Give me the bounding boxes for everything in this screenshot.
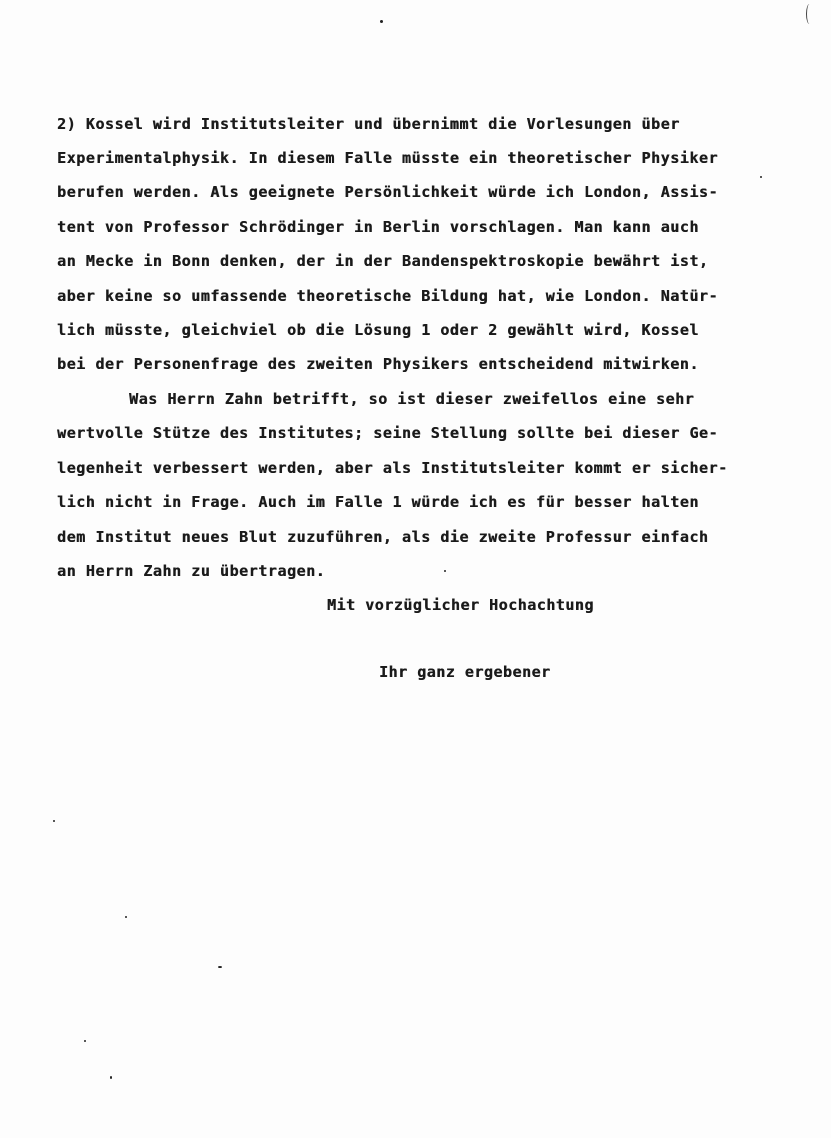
closing-phrase: Mit vorzüglicher Hochachtung [327, 596, 594, 614]
scan-speck [218, 966, 222, 968]
scan-speck [125, 916, 127, 918]
text-line: bei der Personenfrage des zweiten Physikers entscheidend mitwirken. [57, 355, 699, 373]
signoff: Ihr ganz ergebener [379, 663, 551, 681]
page-edge-mark [806, 4, 813, 24]
scan-speck [84, 1040, 86, 1042]
scan-speck [444, 570, 446, 572]
text-line: lich nicht in Frage. Auch im Falle 1 würde ich es für besser halten [57, 493, 699, 511]
text-line: lich müsste, gleichviel ob die Lösung 1 oder 2 gewählt wird, Kossel [57, 321, 699, 339]
text-line: tent von Professor Schrödinger in Berlin vorschlagen. Man kann auch [57, 218, 699, 236]
scan-speck [110, 1076, 112, 1079]
text-line: Was Herrn Zahn betrifft, so ist dieser zweifellos eine sehr [129, 390, 695, 408]
text-line: legenheit verbessert werden, aber als Institutsleiter kommt er sicher- [57, 459, 728, 477]
text-line: an Mecke in Bonn denken, der in der Bandenspektroskopie bewährt ist, [57, 252, 709, 270]
text-line: 2) Kossel wird Institutsleiter und übernimmt die Vorlesungen über [57, 115, 680, 133]
scan-speck [760, 176, 762, 178]
text-line: Experimentalphysik. In diesem Falle müsste ein theoretischer Physiker [57, 149, 719, 167]
text-line: dem Institut neues Blut zuzuführen, als die zweite Professur einfach [57, 528, 709, 546]
text-line: berufen werden. Als geeignete Persönlichkeit würde ich London, Assis- [57, 183, 719, 201]
text-line: an Herrn Zahn zu übertragen. [57, 562, 326, 580]
text-line: aber keine so umfassende theoretische Bildung hat, wie London. Natür- [57, 287, 719, 305]
text-line: wertvolle Stütze des Institutes; seine Stellung sollte bei dieser Ge- [57, 424, 719, 442]
scan-speck [380, 20, 383, 23]
scan-speck [53, 820, 55, 822]
